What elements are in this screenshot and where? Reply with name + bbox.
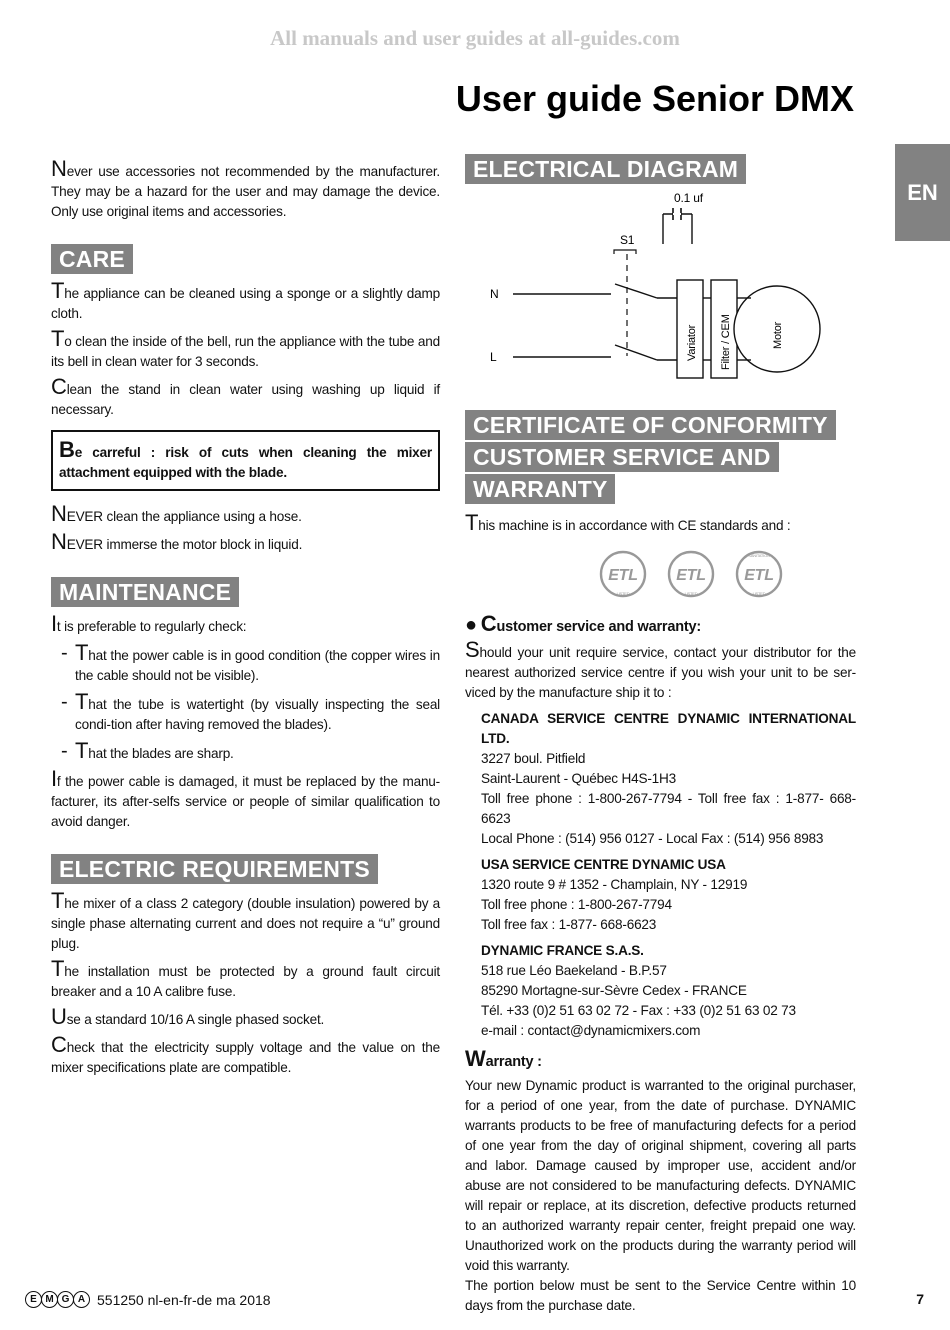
warranty-paragraph: Your new Dynamic product is warranted to the original purchaser, for a period of one year, from the date of purchase. DYNAMIC warrants products to be free of manufacturing defects for a period of one year from the day of original shipment, covering all parts and labor. Damage caused by improper use, accident and/or abuse are not considered to be manufacturing defects. DYNAMIC will repair or replace, at its discretion, defective products returned to an authorized warranty repair center, freight prepaid one way. Unauthorized work on the products during the warranty period will void this warranty. [465, 1078, 856, 1273]
list-item: - That the blades are sharp. [61, 738, 234, 763]
care-paragraph: To clean the inside of the bell, run the appliance with the tube and its bell in clean water for 3 seconds. [51, 326, 440, 369]
right-column [465, 154, 856, 1316]
care-paragraph: Clean the stand in clean water using washing up liquid if necessary. [51, 374, 440, 417]
emga-logo-letter: A [73, 1291, 90, 1308]
list-item: - That the power cable is in good condition (the copper wires in the cable should not be visible). [61, 640, 440, 683]
neutral-label: N [490, 287, 499, 301]
svg-text:ETL: ETL [607, 567, 638, 584]
left-column [51, 156, 440, 1084]
certificate-heading-line: CERTIFICATE OF CONFORMITY [465, 410, 836, 440]
service-centre-canada: CANADA SERVICE CENTRE DYNAMIC INTERNATIONAL LTD. 3227 boul. Pitfield Saint-Laurent - Québec H4S-1H3 Toll free phone : 1-800-267-7794 - Toll free fax : 1-877- 668-6623 Local Phone : (514) 956 0127 - Local Fax : (514) 956 8983 [481, 711, 856, 846]
footer-code [25, 1291, 271, 1308]
page-title: User guide Senior DMX [455, 78, 854, 119]
svg-text:SANITATION: SANITATION [747, 553, 770, 558]
maintenance-outro: If the power cable is damaged, it must be replaced by the manu-facturer, its after-selfs service or people of similar qualification to avoid danger. [51, 766, 440, 829]
emga-logo-letter: E [25, 1291, 42, 1308]
electrical-diagram-heading: ELECTRICAL DIAGRAM [465, 154, 746, 184]
svg-text:LISTED: LISTED [752, 591, 765, 596]
certificate-heading-line: WARRANTY [465, 474, 615, 504]
electric-paragraph: The installation must be protected by a ground fault circuit breaker and a 10 A calibre fuse. [51, 956, 440, 999]
svg-text:LISTED: LISTED [616, 591, 629, 596]
language-tab: EN [895, 144, 950, 241]
svg-text:ETL: ETL [743, 567, 774, 584]
filter-label: Filter / CEM [720, 314, 732, 370]
svg-text:LISTED: LISTED [684, 591, 697, 596]
care-paragraph: NEVER immerse the motor block in liquid. [51, 529, 303, 554]
emga-logo-letter: M [41, 1291, 58, 1308]
watermark: All manuals and user guides at all-guides.com [270, 26, 680, 50]
emga-logo-letter: G [57, 1291, 74, 1308]
certificate-heading-line: CUSTOMER SERVICE AND [465, 442, 779, 472]
certificate-paragraph: This machine is in accordance with CE standards and : [465, 510, 791, 535]
care-paragraph: The appliance can be cleaned using a sponge or a slightly damp cloth. [51, 278, 440, 321]
warning-box: Be carreful : risk of cuts when cleaning the mixer attachment equipped with the blade. [51, 430, 440, 491]
electric-paragraph: Use a standard 10/16 A single phased socket. [51, 1004, 325, 1029]
maintenance-intro: It is preferable to regularly check: [51, 611, 247, 636]
etl-listed-c-icon [667, 550, 715, 598]
care-heading: CARE [51, 244, 133, 274]
electrical-diagram [465, 188, 856, 398]
variator-label: Variator [686, 324, 698, 361]
electric-requirements-heading: ELECTRIC REQUIREMENTS [51, 854, 378, 884]
service-intro: Should your unit require service, contact your distributor for the nearest authorized service centre if you wish your unit to be ser-viced by the manufacture ship it to : [465, 637, 856, 700]
motor-label: Motor [772, 321, 784, 349]
document-code: 551250 nl-en-fr-de ma 2018 [97, 1291, 271, 1308]
care-paragraph: NEVER clean the appliance using a hose. [51, 501, 302, 526]
customer-service-heading: ● Customer service and warranty: [465, 611, 701, 636]
electric-paragraph: Check that the electricity supply voltage and the value on the mixer specifications plate are compatible. [51, 1032, 440, 1075]
electric-paragraph: The mixer of a class 2 category (double insulation) powered by a single phase alternating current and does not require a “u” ground plug. [51, 888, 440, 951]
etl-sanitation-icon [735, 550, 783, 598]
warranty-paragraph: The portion below must be sent to the Service Centre within 10 days from the purchase date. [465, 1278, 856, 1313]
service-centre-usa: USA SERVICE CENTRE DYNAMIC USA 1320 route 9 # 1352 - Champlain, NY - 12919 Toll free phone : 1-800-267-7794 Toll free fax : 1-877- 668-6623 [481, 857, 748, 932]
svg-text:ETL: ETL [675, 567, 706, 584]
capacitor-label: 0.1 uf [674, 191, 703, 205]
page-number: 7 [916, 1291, 924, 1307]
list-item: - That the tube is watertight (by visually inspecting the seal condi-tion after having removed the blades). [61, 689, 440, 732]
switch-label: S1 [620, 233, 635, 247]
etl-logos [525, 550, 856, 598]
service-centre-france: DYNAMIC FRANCE S.A.S. 518 rue Léo Baekeland - B.P.57 85290 Mortagne-sur-Sèvre Cedex - FRANCE Tél. +33 (0)2 51 63 02 72 - Fax : +33 (0)2 51 63 02 73 e-mail : contact@dynamicmixers.com [481, 943, 796, 1038]
live-label: L [490, 350, 497, 364]
etl-listed-icon [599, 550, 647, 598]
certificate-heading [465, 410, 856, 506]
warranty-heading: Warranty : [465, 1046, 542, 1071]
intro-paragraph: Never use accessories not recommended by the manufacturer. They may be a hazard for the user and may damage the device. Only use original items and accessories. [51, 156, 440, 219]
maintenance-heading: MAINTENANCE [51, 577, 239, 607]
